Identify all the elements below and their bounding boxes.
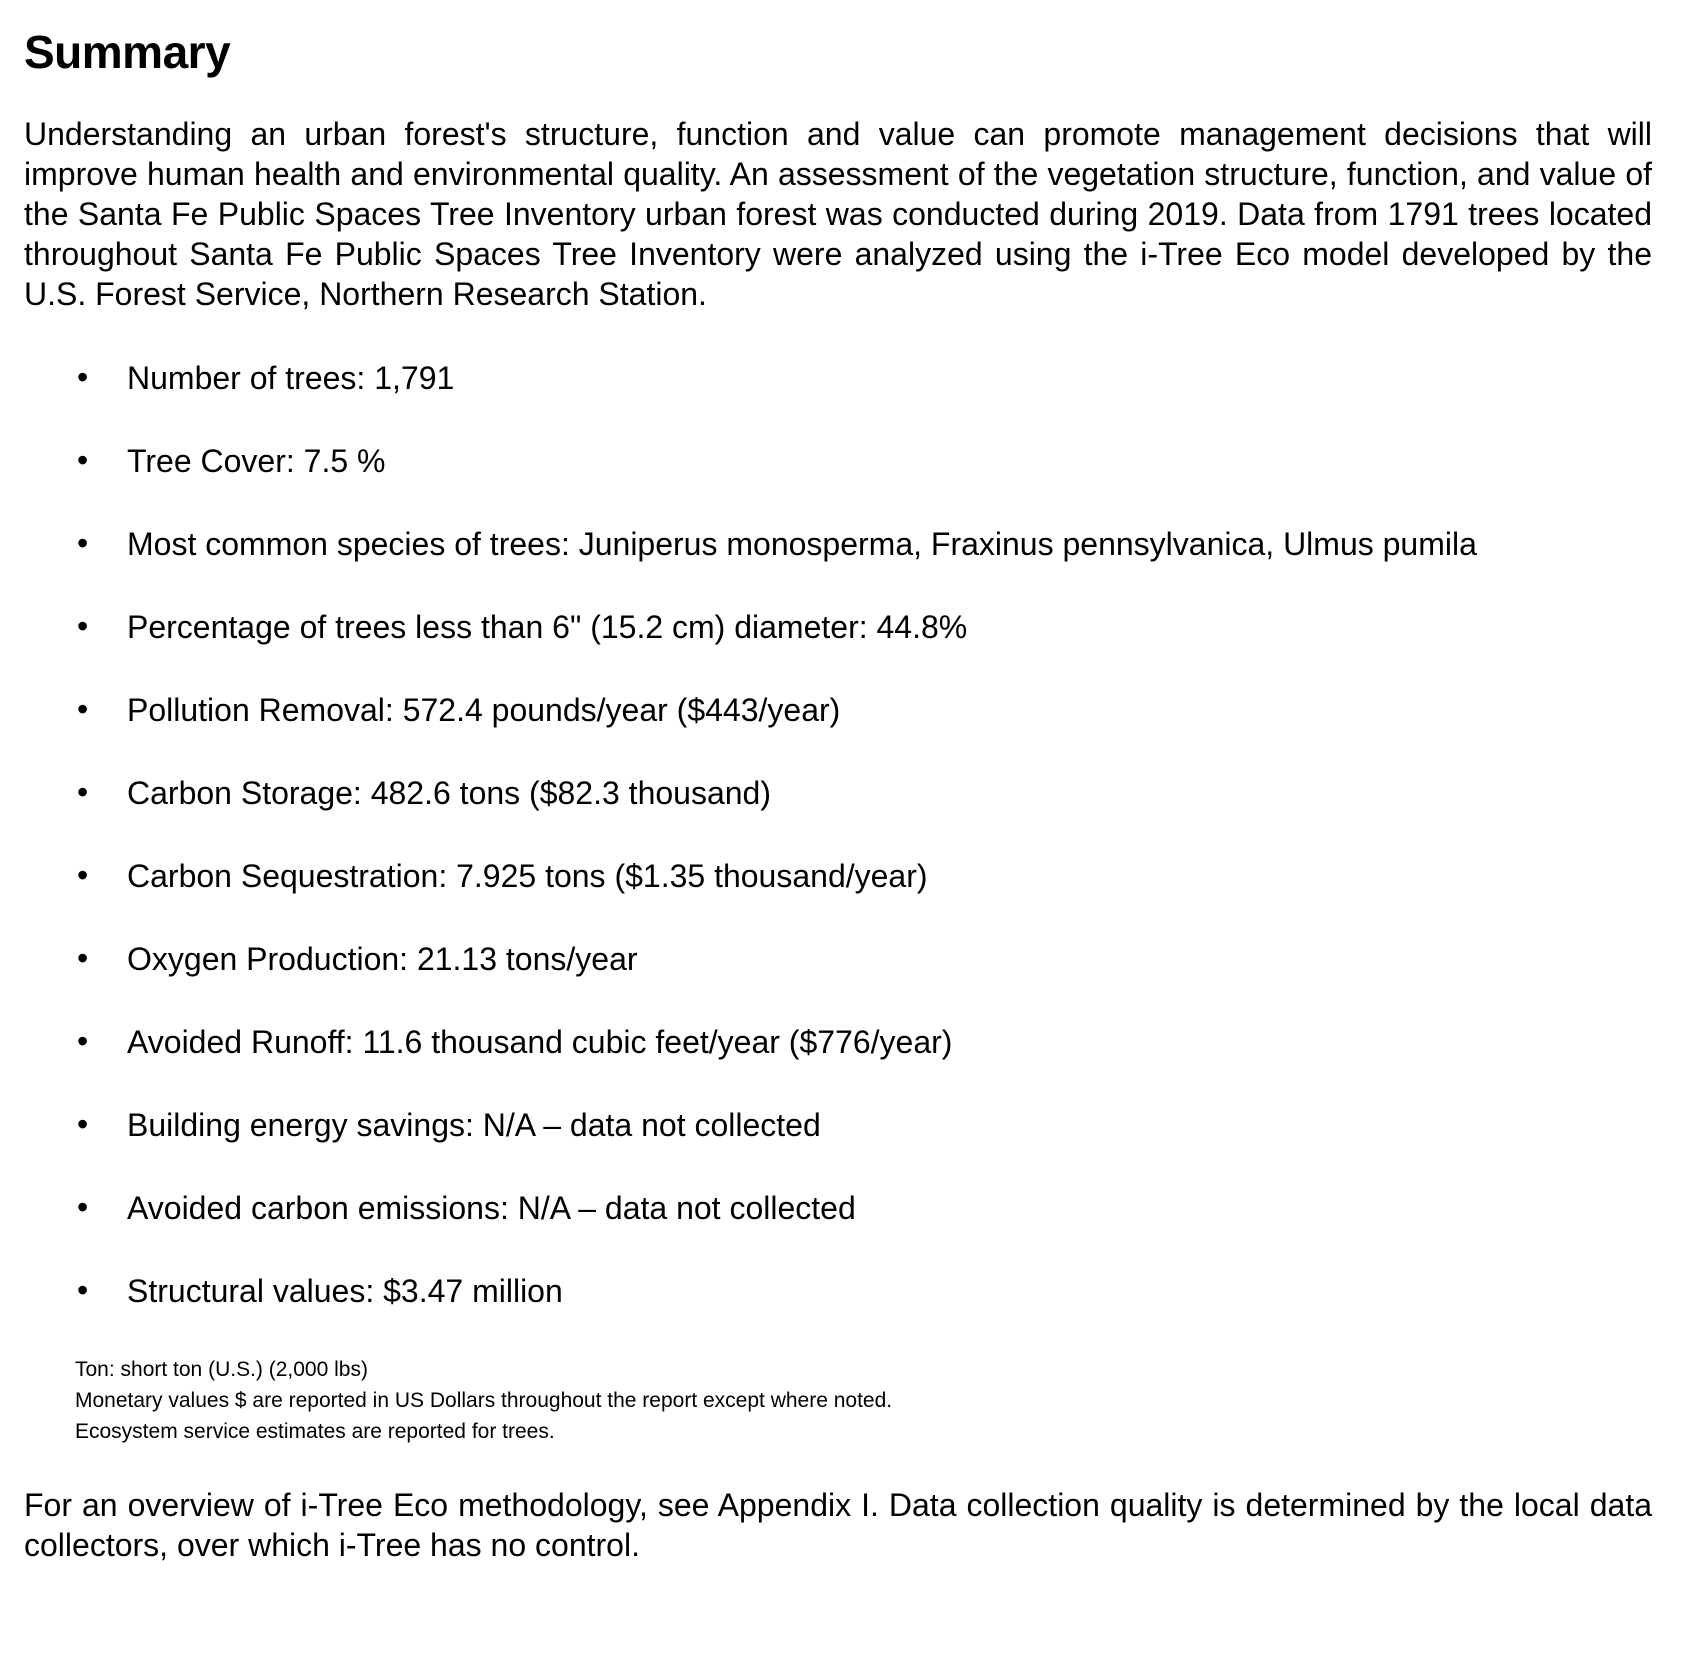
list-item-text: Oxygen Production: 21.13 tons/year <box>127 941 638 977</box>
list-item-text: Number of trees: 1,791 <box>127 360 455 396</box>
footnotes-block <box>24 1354 1652 1447</box>
bullet-icon: • <box>77 1272 89 1308</box>
list-item-building-energy-savings <box>24 1105 1652 1145</box>
list-item-pollution-removal <box>24 690 1652 730</box>
list-item-carbon-sequestration <box>24 856 1652 896</box>
list-item-oxygen-production <box>24 939 1652 979</box>
bullet-icon: • <box>77 940 89 976</box>
bullet-icon: • <box>77 525 89 561</box>
list-item-text: Most common species of trees: Juniperus monosperma, Fraxinus pennsylvanica, Ulmus pumila <box>127 526 1477 562</box>
footnote-ton-definition: Ton: short ton (U.S.) (2,000 lbs) <box>75 1358 368 1381</box>
page-title: Summary <box>24 26 231 78</box>
summary-bullet-list <box>24 358 1652 1311</box>
list-item-avoided-runoff <box>24 1022 1652 1062</box>
bullet-icon: • <box>77 442 89 478</box>
bullet-icon: • <box>77 857 89 893</box>
list-item-text: Carbon Storage: 482.6 tons ($82.3 thousand) <box>127 775 771 811</box>
list-item-text: Pollution Removal: 572.4 pounds/year ($443/year) <box>127 692 841 728</box>
footnote-monetary-values: Monetary values $ are reported in US Dollars throughout the report except where noted. <box>75 1389 893 1412</box>
list-item-structural-values <box>24 1271 1652 1311</box>
list-item-text: Tree Cover: 7.5 % <box>127 443 386 479</box>
bullet-icon: • <box>77 691 89 727</box>
bullet-icon: • <box>77 1189 89 1225</box>
footnote-ecosystem-estimates: Ecosystem service estimates are reported for trees. <box>75 1420 555 1443</box>
bullet-icon: • <box>77 359 89 395</box>
list-item-text: Carbon Sequestration: 7.925 tons ($1.35 thousand/year) <box>127 858 928 894</box>
list-item-diameter-percentage <box>24 607 1652 647</box>
list-item-text: Percentage of trees less than 6" (15.2 cm) diameter: 44.8% <box>127 609 968 645</box>
bullet-icon: • <box>77 1023 89 1059</box>
bullet-icon: • <box>77 1106 89 1142</box>
list-item-common-species <box>24 524 1652 564</box>
bullet-icon: • <box>77 774 89 810</box>
list-item-text: Avoided carbon emissions: N/A – data not collected <box>127 1190 856 1226</box>
closing-paragraph: For an overview of i-Tree Eco methodology, see Appendix I. Data collection quality is determined by the local data collectors, over which i-Tree has no control. <box>24 1487 1652 1563</box>
bullet-icon: • <box>77 608 89 644</box>
list-item-avoided-carbon-emissions <box>24 1188 1652 1228</box>
intro-paragraph: Understanding an urban forest's structure, function and value can promote management decisions that will improve human health and environmental quality. An assessment of the vegetation structure, function, and value of the Santa Fe Public Spaces Tree Inventory urban forest was conducted during 2019. Data from 1791 trees located throughout Santa Fe Public Spaces Tree Inventory were analyzed using the i-Tree Eco model developed by the U.S. Forest Service, Northern Research Station. <box>24 116 1652 312</box>
list-item-text: Structural values: $3.47 million <box>127 1273 563 1309</box>
list-item-text: Building energy savings: N/A – data not collected <box>127 1107 821 1143</box>
list-item-tree-cover <box>24 441 1652 481</box>
list-item-carbon-storage <box>24 773 1652 813</box>
list-item-text: Avoided Runoff: 11.6 thousand cubic feet/year ($776/year) <box>127 1024 953 1060</box>
list-item-number-of-trees <box>24 358 1652 398</box>
